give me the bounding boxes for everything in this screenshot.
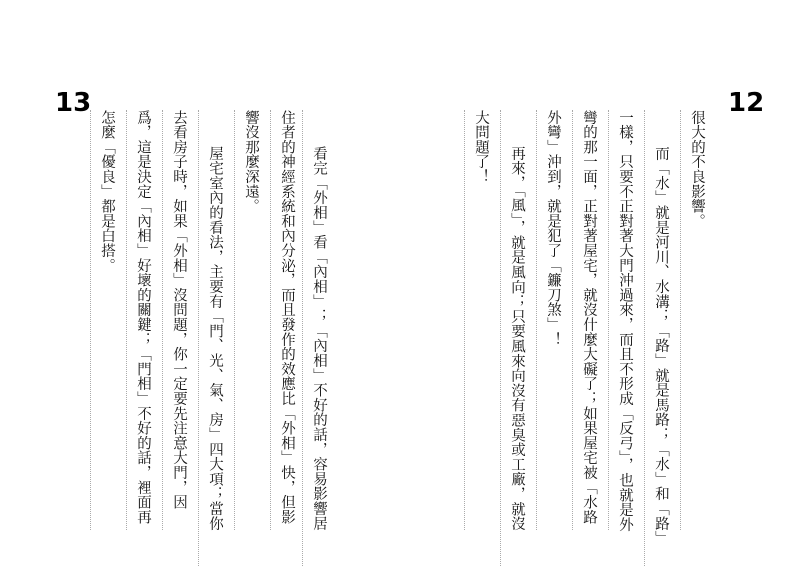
text-column: 一樣，只要不正對著大門沖過來，而且不形成「反弓」，也就是外 [614, 110, 636, 530]
text-column: 再來，「風」，就是風向；只要風來向沒有惡臭或工廠，就沒 [506, 110, 528, 566]
text-column: 而「水」就是河川、水溝；「路」就是馬路；「水」和「路」 [650, 110, 672, 566]
text-column: 大問題了！ [470, 110, 492, 530]
text-column: 屋宅室內的看法，主要有「門、光、氣、房」四大項；當你 [204, 110, 226, 566]
text-column: 怎麼「優良」都是白搭。 [96, 110, 118, 530]
text-column: 外彎」沖到，就是犯了「鐮刀煞」！ [542, 110, 564, 530]
text-column: 響沒那麼深遠。 [240, 110, 262, 530]
page-number-right: 12 [728, 88, 765, 118]
text-column: 很大的不良影響。 [686, 110, 708, 530]
page-number-left: 13 [55, 88, 92, 118]
text-column: 去看房子時，如果「外相」沒問題，你一定要先注意大門，因 [168, 110, 190, 530]
text-column: 看完「外相」看「內相」；「內相」不好的話，容易影響居 [308, 110, 330, 566]
text-column: 彎的那一面，正對著屋宅，就沒什麼大礙了；如果屋宅被「水路 [578, 110, 600, 530]
text-column: 住者的神經系統和內分泌，而且發作的效應比「外相」快，但影 [276, 110, 298, 530]
text-column: 爲，這是決定「內相」好壞的關鍵；「門相」不好的話，裡面再 [132, 110, 154, 530]
